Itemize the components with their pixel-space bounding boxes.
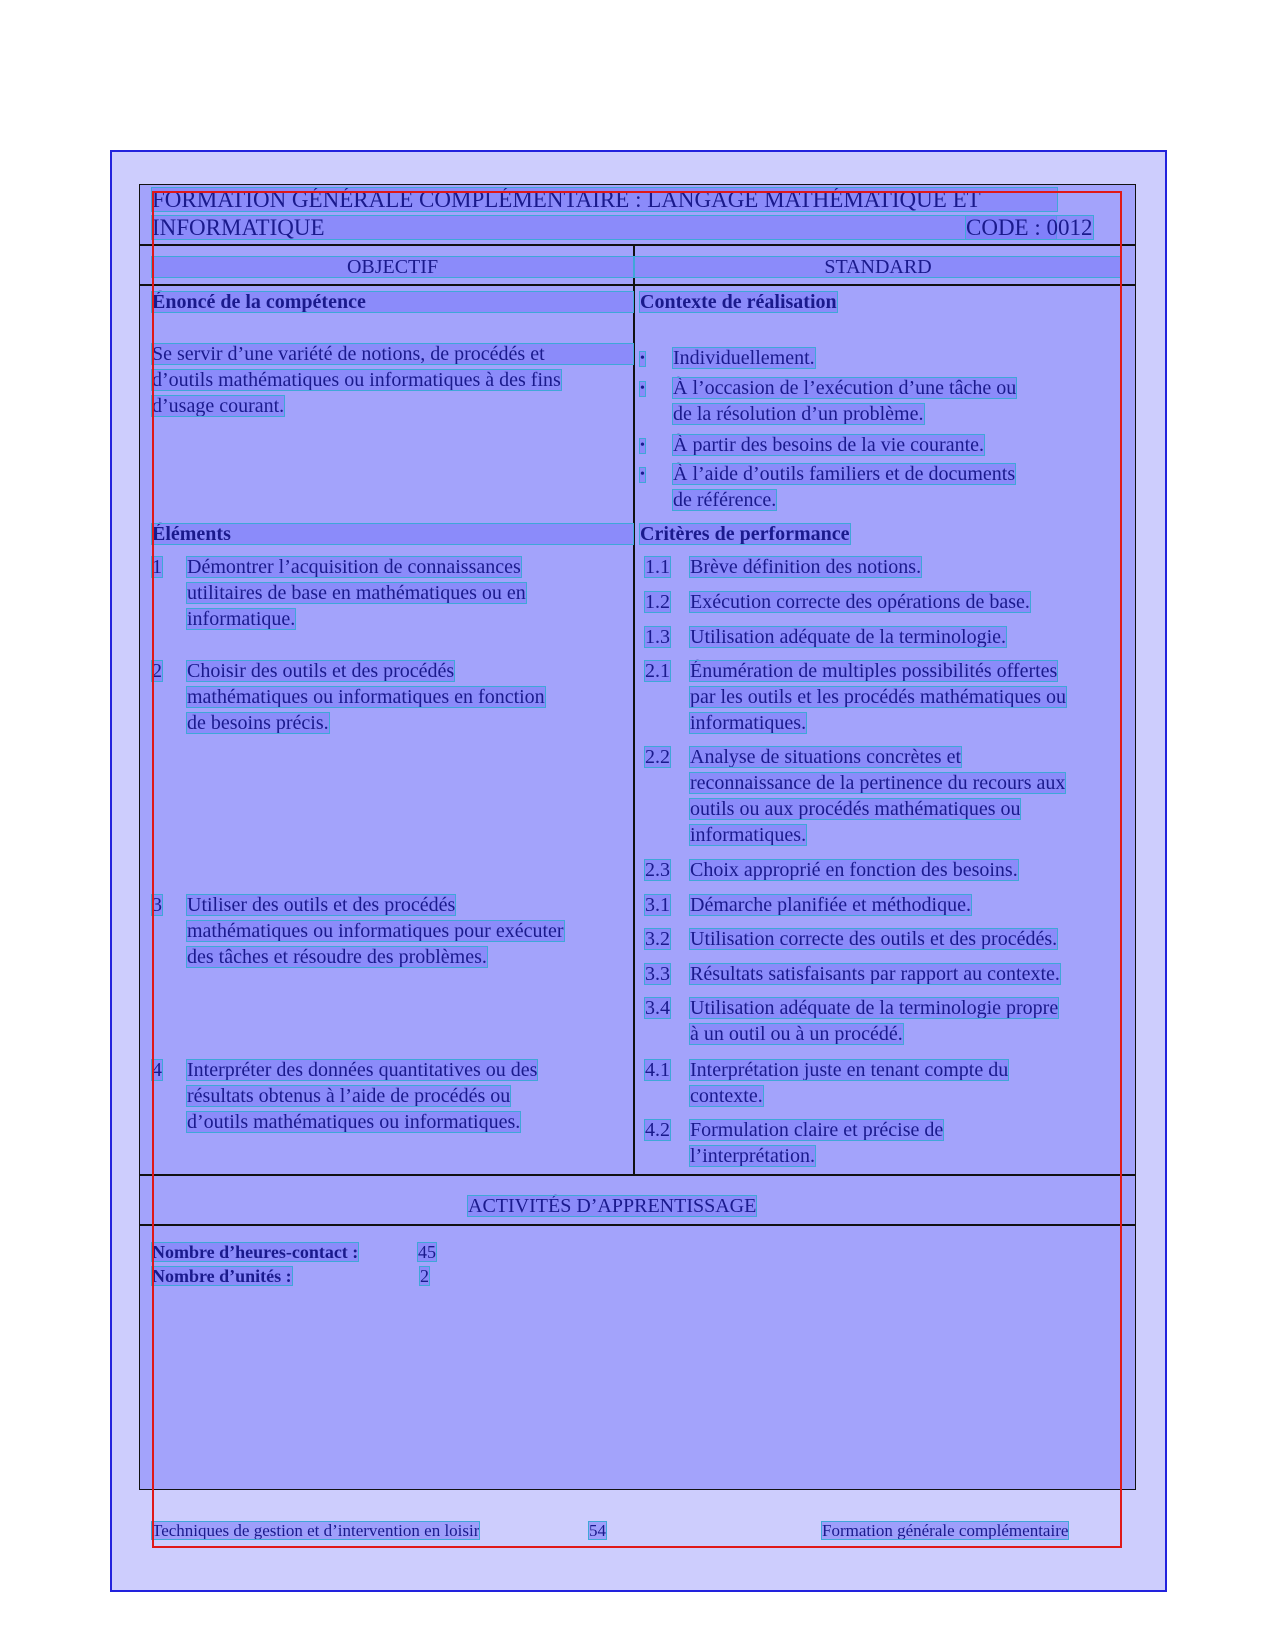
document-title-line2: INFORMATIQUE [152,216,1056,239]
critere-number: 3.1 [645,894,670,916]
element-line: résultats obtenus à l’aide de procédés ou [187,1085,511,1107]
critere-line: Choix approprié en fonction des besoins. [690,859,1018,881]
element-line: de besoins précis. [187,712,329,734]
critere-number: 2.3 [645,859,670,881]
unites-value: 2 [420,1266,429,1286]
bullet-icon: • [640,381,645,396]
table-rule-activites-top [139,1174,1136,1176]
heures-contact-label: Nombre d’heures-contact : [152,1242,359,1262]
critere-line: Résultats satisfaisants par rapport au contexte. [690,963,1060,985]
critere-line: Interprétation juste en tenant compte du [690,1059,1009,1081]
contexte-item: de référence. [673,489,777,511]
critere-line: Démarche planifiée et méthodique. [690,894,971,916]
critere-line: Formulation claire et précise de [690,1119,944,1141]
element-line: Choisir des outils et des procédés [187,660,455,682]
critere-number: 2.2 [645,746,670,768]
critere-line: Utilisation adéquate de la terminologie. [690,626,1007,648]
contexte-item: Individuellement. [673,347,815,369]
element-number: 1 [152,556,162,578]
critere-number: 4.1 [645,1059,670,1081]
critere-line: informatiques. [690,824,807,846]
critere-number: 1.1 [645,556,670,578]
footer-page-number: 54 [589,1521,606,1540]
critere-number: 3.4 [645,997,670,1019]
critere-line: Brève définition des notions. [690,556,922,578]
critere-line: l’interprétation. [690,1145,815,1167]
element-line: informatique. [187,608,296,630]
element-line: utilitaires de base en mathématiques ou en [187,582,526,604]
element-number: 4 [152,1059,162,1081]
footer-left: Techniques de gestion et d’intervention en loisir [152,1521,480,1540]
document-title-line1: FORMATION GÉNÉRALE COMPLÉMENTAIRE : LANGAGE MATHÉMATIQUE ET [152,188,1057,211]
critere-number: 4.2 [645,1119,670,1141]
criteres-heading: Critères de performance [640,523,850,545]
element-line: mathématiques ou informatiques en fonction [187,686,545,708]
element-line: Interpréter des données quantitatives ou des [187,1059,538,1081]
contexte-item: À l’aide d’outils familiers et de documents [673,463,1016,485]
critere-line: contexte. [690,1085,763,1107]
contexte-heading: Contexte de réalisation [640,291,837,313]
element-line: mathématiques ou informatiques pour exécuter [187,920,564,942]
critere-line: Analyse de situations concrètes et [690,746,962,768]
elements-heading: Éléments [152,524,633,544]
table-rule-header [139,244,1136,246]
contexte-item: de la résolution d’un problème. [673,403,924,425]
bullet-icon: • [640,467,645,482]
bullet-icon: • [640,351,645,366]
enonce-line: d’usage courant. [152,395,285,417]
critere-number: 2.1 [645,660,670,682]
critere-line: outils ou aux procédés mathématiques ou [690,798,1021,820]
critere-number: 1.2 [645,591,670,613]
element-number: 2 [152,660,162,682]
critere-line: Exécution correcte des opérations de base. [690,591,1030,613]
footer-right: Formation générale complémentaire [822,1521,1069,1540]
heures-contact-value: 45 [418,1242,436,1262]
critere-line: Utilisation adéquate de la terminologie propre [690,997,1059,1019]
enonce-line: d’outils mathématiques ou informatiques à des fins [152,369,561,391]
table-rule-columns [139,284,1136,286]
course-code: CODE : 0012 [966,215,1093,240]
critere-number: 3.2 [645,928,670,950]
column-header-objectif: OBJECTIF [152,257,633,277]
critere-number: 3.3 [645,963,670,985]
unites-label: Nombre d’unités : [152,1266,292,1286]
table-rule-activites-bottom [139,1224,1136,1226]
enonce-heading: Énoncé de la compétence [152,292,633,312]
critere-line: Énumération de multiples possibilités offertes [690,660,1058,682]
element-number: 3 [152,894,162,916]
contexte-item: À partir des besoins de la vie courante. [673,434,985,456]
critere-line: Utilisation correcte des outils et des procédés. [690,928,1058,950]
column-header-standard: STANDARD [635,257,1121,277]
element-line: d’outils mathématiques ou informatiques. [187,1111,521,1133]
critere-line: reconnaissance de la pertinence du recours aux [690,772,1066,794]
element-line: Utiliser des outils et des procédés [187,894,456,916]
element-line: des tâches et résoudre des problèmes. [187,946,487,968]
element-line: Démontrer l’acquisition de connaissances [187,556,521,578]
column-divider [633,244,635,1174]
critere-line: par les outils et les procédés mathématiques ou [690,686,1067,708]
activites-heading: ACTIVITÉS D’APPRENTISSAGE [468,1195,757,1217]
contexte-item: À l’occasion de l’exécution d’une tâche ou [673,377,1017,399]
critere-number: 1.3 [645,626,670,648]
enonce-line: Se servir d’une variété de notions, de procédés et [152,344,633,364]
critere-line: informatiques. [690,712,807,734]
bullet-icon: • [640,438,645,453]
critere-line: à un outil ou à un procédé. [690,1023,903,1045]
